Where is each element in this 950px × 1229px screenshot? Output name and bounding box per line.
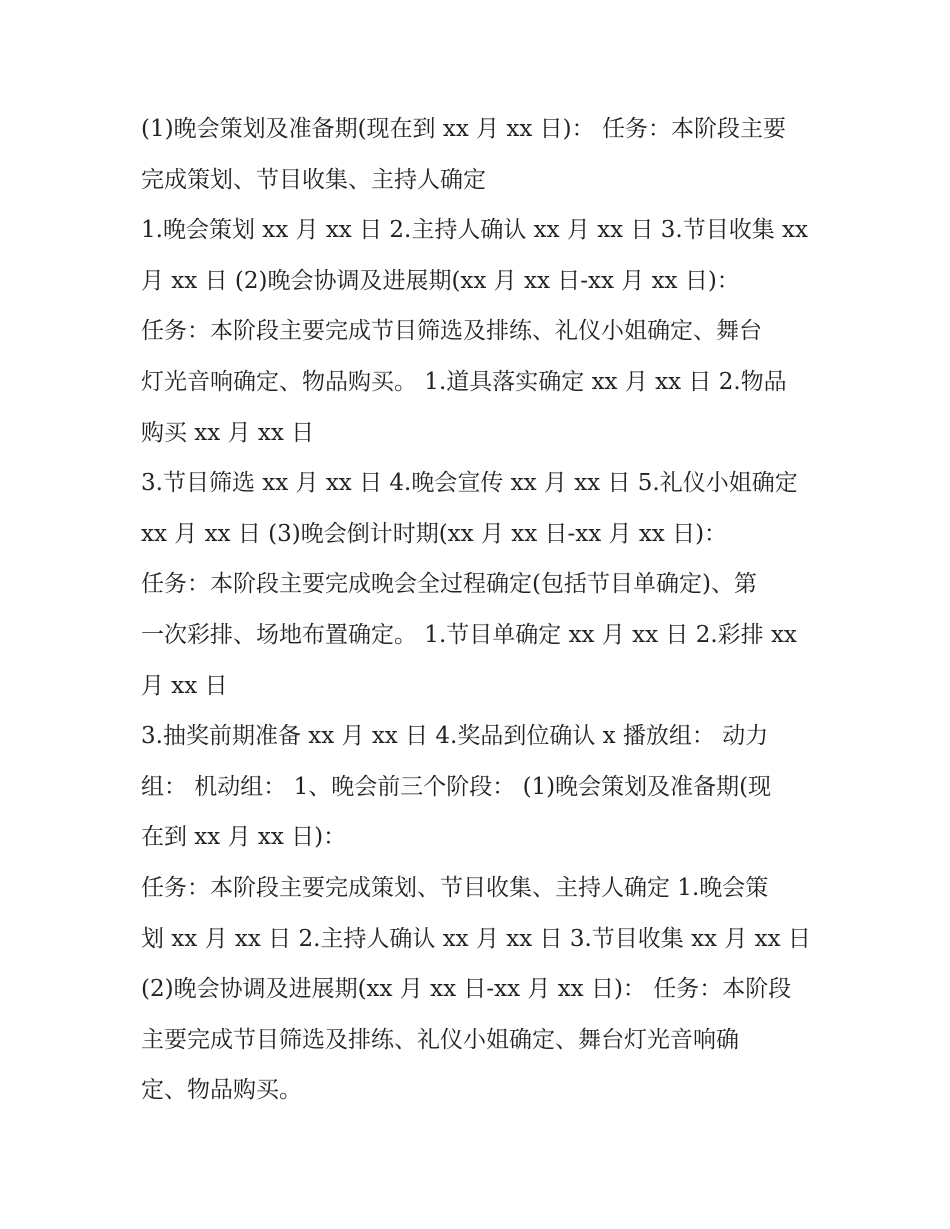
text-line-4: 月 xx 日 (2)晚会协调及进展期(xx 月 xx 日-xx 月 xx 日)：: [141, 267, 740, 294]
text-line-2: 完成策划、节目收集、主持人确定: [141, 166, 486, 193]
text-line-3: 1.晚会策划 xx 月 xx 日 2.主持人确认 xx 月 xx 日 3.节目收集 xx: [141, 217, 808, 244]
text-line-5: 任务：本阶段主要完成节目筛选及排练、礼仪小姐确定、舞台: [141, 318, 762, 345]
text-line-13: 3.抽奖前期准备 xx 月 xx 日 4.奖品到位确认 x 播放组： 动力: [141, 723, 769, 750]
document-body: [141, 104, 821, 1116]
text-line-1: (1)晚会策划及准备期(现在到 xx 月 xx 日)： 任务：本阶段主要: [141, 116, 786, 142]
text-line-17: 划 xx 月 xx 日 2.主持人确认 xx 月 xx 日 3.节目收集 xx 月 xx 日: [141, 925, 811, 952]
text-line-6: 灯光音响确定、物品购买。 1.道具落实确定 xx 月 xx 日 2.物品: [141, 368, 787, 395]
text-line-10: 任务：本阶段主要完成晚会全过程确定(包括节目单确定)、第: [141, 571, 757, 598]
text-line-19: 主要完成节目筛选及排练、礼仪小姐确定、舞台灯光音响确: [141, 1026, 739, 1053]
text-line-12: 月 xx 日: [141, 672, 228, 699]
text-line-14: 组： 机动组： 1、晚会前三个阶段： (1)晚会策划及准备期(现: [141, 773, 772, 800]
text-line-9: xx 月 xx 日 (3)晚会倒计时期(xx 月 xx 日-xx 月 xx 日)：: [141, 520, 728, 547]
text-line-7: 购买 xx 月 xx 日: [141, 419, 315, 446]
text-line-20: 定、物品购买。: [141, 1077, 302, 1104]
text-line-11: 一次彩排、场地布置确定。 1.节目单确定 xx 月 xx 日 2.彩排 xx: [141, 621, 797, 648]
text-line-18: (2)晚会协调及进展期(xx 月 xx 日-xx 月 xx 日)： 任务：本阶段: [141, 976, 792, 1003]
text-line-8: 3.节目筛选 xx 月 xx 日 4.晚会宣传 xx 月 xx 日 5.礼仪小姐确定: [141, 470, 798, 497]
text-line-15: 在到 xx 月 xx 日)：: [141, 824, 347, 851]
text-line-16: 任务：本阶段主要完成策划、节目收集、主持人确定 1.晚会策: [141, 874, 769, 901]
